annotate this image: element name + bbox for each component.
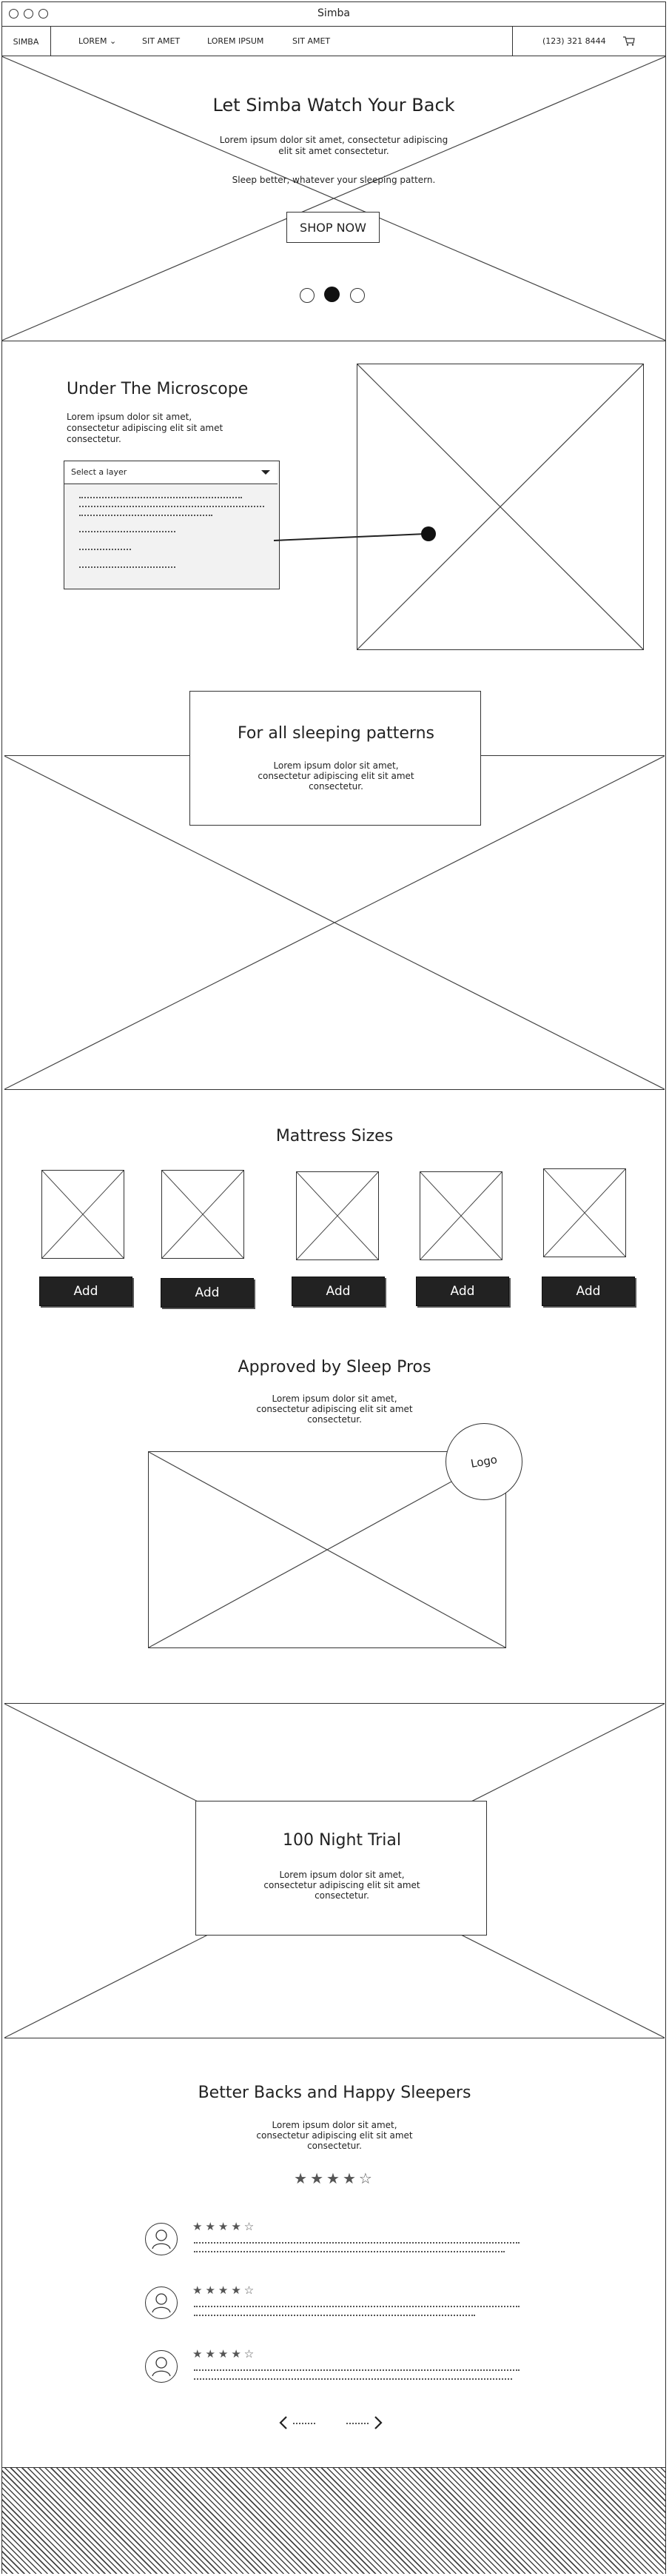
hero-section [1, 56, 666, 341]
size-card-1 [41, 1170, 124, 1259]
review-text-line-1 [194, 2242, 520, 2246]
trial-body-3: consectetur. [315, 1890, 369, 1901]
user-avatar-icon [145, 2286, 178, 2319]
nav-phone[interactable]: (123) 321 8444 [542, 36, 606, 46]
nav-item-sit-amet[interactable]: SIT AMET [142, 36, 181, 46]
nav-item-sit-amet-2[interactable]: SIT AMET [292, 36, 331, 46]
nav-bar [1, 27, 666, 56]
carousel-dot-2-active[interactable] [324, 287, 340, 302]
nav-item-lorem[interactable]: LOREM ⌄ [78, 36, 117, 46]
hero-body-2: elit sit amet consectetur. [278, 146, 389, 156]
patterns-card [189, 691, 481, 826]
reviews-next-label [346, 2423, 369, 2425]
review-rating: ★★★★☆ [192, 2284, 258, 2297]
layer-text-scribble-3 [79, 515, 212, 518]
shop-now-button[interactable]: SHOP NOW [286, 212, 380, 243]
hero-tagline: Sleep better, whatever your sleeping pattern. [232, 175, 436, 185]
window-title: Simba [317, 7, 350, 19]
summary-star-rating: ★★★★☆ [294, 2169, 375, 2187]
approved-body-1: Lorem ipsum dolor sit amet, [272, 1394, 397, 1404]
review-item-2 [145, 2284, 530, 2321]
review-rating: ★★★★☆ [192, 2220, 258, 2233]
review-rating: ★★★★☆ [192, 2347, 258, 2361]
size-card-2 [161, 1170, 244, 1259]
user-avatar-icon [145, 2223, 178, 2255]
review-text-line-1 [194, 2369, 520, 2373]
patterns-body-2: consectetur adipiscing elit sit amet [258, 771, 414, 781]
patterns-title: For all sleeping patterns [238, 724, 434, 743]
reviews-body-3: consectetur. [307, 2141, 362, 2151]
size-card-3 [296, 1171, 379, 1260]
approved-title: Approved by Sleep Pros [238, 1358, 431, 1376]
hero-body-1: Lorem ipsum dolor sit amet, consectetur adipiscing [219, 135, 448, 145]
nav-contact-box [512, 27, 667, 56]
layer-text-scribble-5 [79, 549, 131, 552]
partner-logo-badge [446, 1423, 522, 1500]
user-avatar-icon [145, 2350, 178, 2383]
microscope-body-1: Lorem ipsum dolor sit amet, [67, 412, 192, 422]
nav-logo[interactable]: SIMBA [1, 27, 51, 56]
reviews-body-1: Lorem ipsum dolor sit amet, [272, 2120, 397, 2130]
footer-hatched-area [2, 2467, 665, 2574]
reviews-title: Better Backs and Happy Sleepers [198, 2084, 471, 2102]
patterns-body-3: consectetur. [309, 781, 363, 792]
microscope-title: Under The Microscope [67, 380, 249, 398]
sizes-title: Mattress Sizes [275, 1127, 394, 1145]
microscope-body-3: consectetur. [67, 434, 121, 444]
add-button-2[interactable]: Add [161, 1278, 254, 1308]
trial-card [195, 1801, 487, 1936]
add-button-5[interactable]: Add [542, 1277, 635, 1306]
add-button-4[interactable]: Add [416, 1277, 509, 1306]
cart-icon[interactable] [622, 35, 636, 45]
layer-text-scribble-6 [79, 566, 175, 570]
microscope-body-2: consectetur adipiscing elit sit amet [67, 423, 223, 433]
mattress-layers-image-placeholder [357, 364, 644, 650]
review-text-line-2 [194, 2315, 475, 2318]
review-text-line-2 [194, 2251, 505, 2255]
trial-body-2: consectetur adipiscing elit sit amet [263, 1880, 420, 1890]
nav-item-lorem-ipsum[interactable]: LOREM IPSUM [207, 36, 264, 46]
approved-body-3: consectetur. [307, 1414, 362, 1425]
carousel-dot-3[interactable] [350, 288, 365, 303]
reviews-prev-button[interactable] [277, 2415, 290, 2430]
reviews-prev-label [293, 2423, 315, 2425]
trial-body-1: Lorem ipsum dolor sit amet, [279, 1870, 405, 1880]
trial-title: 100 Night Trial [282, 1831, 402, 1850]
add-button-1[interactable]: Add [39, 1277, 132, 1306]
review-item-3 [145, 2347, 530, 2384]
review-item-1 [145, 2220, 530, 2257]
window-titlebar [1, 1, 666, 27]
layer-select-panel [64, 461, 280, 589]
layer-text-scribble-1 [79, 497, 242, 501]
partner-logo-text: Logo [469, 1453, 499, 1471]
review-text-line-1 [194, 2306, 520, 2309]
layer-select[interactable] [64, 461, 278, 484]
reviews-body-2: consectetur adipiscing elit sit amet [256, 2130, 413, 2141]
reviews-next-button[interactable] [372, 2415, 385, 2430]
layer-text-scribble-4 [79, 531, 175, 535]
add-button-3[interactable]: Add [292, 1277, 385, 1306]
chevron-down-icon [261, 470, 270, 475]
patterns-body-1: Lorem ipsum dolor sit amet, [273, 760, 399, 771]
carousel-dot-1[interactable] [300, 288, 315, 303]
size-card-5 [543, 1168, 626, 1257]
layer-select-placeholder: Select a layer [71, 467, 127, 477]
approved-body-2: consectetur adipiscing elit sit amet [256, 1404, 413, 1414]
size-card-4 [420, 1171, 502, 1260]
review-text-line-2 [194, 2378, 512, 2382]
layer-text-scribble-2 [79, 506, 264, 509]
microscope-section [1, 341, 666, 667]
hero-title: Let Simba Watch Your Back [212, 95, 455, 116]
